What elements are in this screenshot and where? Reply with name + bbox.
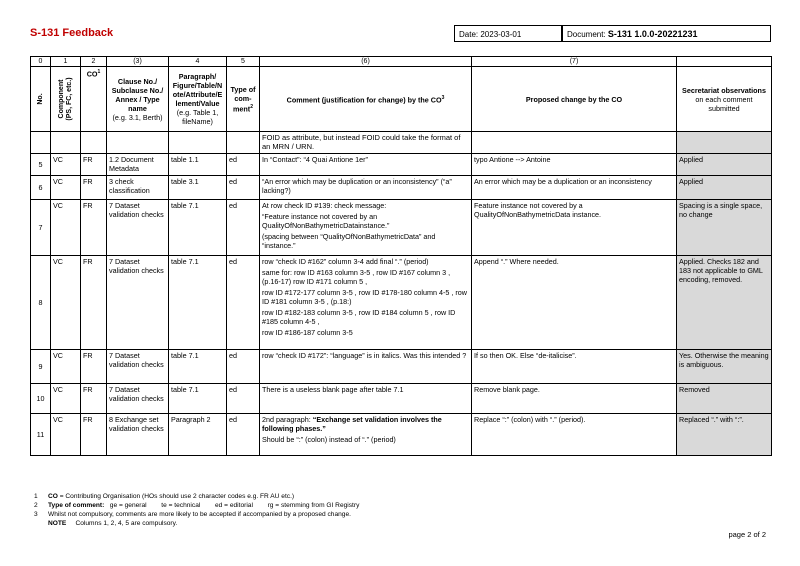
document-label: Document: [567,30,608,39]
paragraph-cell: table 7.1 [169,256,227,350]
comment-line: row ID #182-183 column 3-5 , row ID #184 column 5 , row ID #185 column 4-5 , [262,308,456,326]
header-co: $CO^1$ [81,67,107,132]
co-cell: FR [81,154,107,176]
comment-line: row “check ID #172”: “language” is in italics. Was this intended ? [262,351,467,360]
clause-cell: 1.2 Document Metadata [107,154,169,176]
component-cell: VC [51,176,81,200]
comment-cell [260,176,472,200]
comment-lead: 2nd paragraph: [262,415,313,424]
component-cell: VC [51,256,81,350]
comment-line: At row check ID #139: check message: [262,201,387,210]
type-cell: ed [227,414,260,456]
proposed-cell: If so then OK. Else “de-italicise”. [472,350,677,384]
row-number: 9 [31,350,51,384]
comment-cell [260,414,472,456]
header-component: Component (PS, FC, etc.) [51,67,81,132]
column-number: 0 [31,57,51,67]
paragraph-cell: Paragraph 2 [169,414,227,456]
paragraph-cell: table 1.1 [169,154,227,176]
co-cell: FR [81,256,107,350]
secretariat-cell: Removed [677,384,772,414]
proposed-cell: An error which may be a duplication or an inconsistency [472,176,677,200]
column-number: 1 [51,57,81,67]
header-no: No. [31,67,51,132]
table-row [31,350,772,384]
column-number: 5 [227,57,260,67]
date-field: Date: 2023-03-01 [454,25,562,42]
co-cell: FR [81,384,107,414]
column-number: 2 [81,57,107,67]
comment-line: row ID #186-187 column 3-5 [262,328,353,337]
type-cell: ed [227,200,260,256]
row-number: 6 [31,176,51,200]
document-value: S-131 1.0.0-20221231 [607,29,698,39]
column-number [677,57,772,67]
secretariat-cell: Applied [677,154,772,176]
comment-line: (spacing between “QualityOfNonBathymetricData” and “instance.” [262,232,436,250]
page-number: page 2 of 2 [728,530,766,539]
comment-line [262,415,469,433]
continuation-row [31,132,772,154]
footnote-number: 2 [34,502,38,509]
table-row [31,414,772,456]
header-proposed: Proposed change by the CO [472,67,677,132]
footnote-label: Type of comment: [48,502,105,509]
proposed-cell: typo Antione --> Antoine [472,154,677,176]
proposed-cell: Append “.” Where needed. [472,256,677,350]
type-cell: ed [227,176,260,200]
comment-line: row “check ID #162” column 3-4 add final “.” (period) [262,257,429,266]
clause-cell: 8 Exchange set validation checks [107,414,169,456]
clause-cell: 7 Dataset validation checks [107,256,169,350]
type-cell: ed [227,256,260,350]
comment-line: same for: row ID #163 column 3-5 , row ID #167 column 3 , (p.16-17) row ID #171 column 5 , [262,268,451,286]
comment-line: “An error which may be duplication or an inconsistency” (“a” lacking?) [262,177,452,195]
column-header-row [31,67,772,132]
footnote [34,502,359,510]
document-field [562,25,771,42]
comment-line: Should be “:” (colon) instead of “.” (period) [262,435,396,444]
component-cell: VC [51,200,81,256]
row-number: 8 [31,256,51,350]
co-cell: FR [81,176,107,200]
footnote-label: CO [48,493,58,500]
header-type: Type of com- ment$^2$ [227,67,260,132]
proposed-cell: Feature instance not covered by a QualityOfNonBathymetricData instance. [472,200,677,256]
comment-cell [260,384,472,414]
component-cell: VC [51,414,81,456]
co-cell: FR [81,350,107,384]
proposed-cell: Remove blank page. [472,384,677,414]
header-comment: Comment (justification for change) by the $CO^3$ [260,67,472,132]
comment-cell [260,200,472,256]
comment-cell [260,154,472,176]
clause-cell: 7 Dataset validation checks [107,350,169,384]
secretariat-cell: Replaced “.” with “:”. [677,414,772,456]
clause-cell: 3 check classification [107,176,169,200]
column-number: (7) [472,57,677,67]
paragraph-cell: table 7.1 [169,200,227,256]
comment-cell [260,350,472,384]
column-number-row [31,57,772,67]
comment-line: In “Contact”: “4 Quai Antione 1er” [262,155,368,164]
table-row [31,176,772,200]
proposed-cell: Replace “:” (colon) with “.” (period). [472,414,677,456]
footnote-label: NOTE [48,520,67,527]
paragraph-cell: table 3.1 [169,176,227,200]
table-row [31,256,772,350]
comment-line: There is a useless blank page after table 7.1 [262,385,404,394]
clause-cell: 7 Dataset validation checks [107,384,169,414]
header-secretariat: Secretariat observations on each comment submitted [677,67,772,132]
row-number: 7 [31,200,51,256]
co-cell: FR [81,414,107,456]
secretariat-cell: Spacing is a single space, no change [677,200,772,256]
co-cell: FR [81,200,107,256]
footnote [34,511,351,519]
column-number: 4 [169,57,227,67]
type-cell: ed [227,350,260,384]
component-cell: VC [51,350,81,384]
header-clause: Clause No./ Subclause No./ Annex / Type name (e.g. 3.1, Berth) [107,67,169,132]
comment-line: row ID #172-177 column 3-5 , row ID #178-180 column 4-5 , row ID #181 column 3-5 , (p.18:) [262,288,467,306]
clause-cell: 7 Dataset validation checks [107,200,169,256]
component-cell: VC [51,154,81,176]
secretariat-cell: Applied [677,176,772,200]
feedback-table [30,56,772,456]
page-title: S-131 Feedback [30,27,114,39]
table-row [31,384,772,414]
column-number: (6) [260,57,472,67]
footnote-text: = Contributing Organisation (HOs should use 2 character codes e.g. FR AU etc.) [57,493,295,500]
footnote-text: Columns 1, 2, 4, 5 are compulsory. [66,520,178,527]
component-cell: VC [51,384,81,414]
type-cell: ed [227,154,260,176]
footnote [34,493,294,501]
continuation-comment: FOID as attribute, but instead FOID could take the format of an MRN / URN. [260,132,472,154]
paragraph-cell: table 7.1 [169,384,227,414]
comment-line: “Feature instance not covered by an QualityOfNonBathymetricDatainstance.” [262,212,390,230]
secretariat-cell: Yes. Otherwise the meaning is ambiguous. [677,350,772,384]
row-number: 5 [31,154,51,176]
footnote-number: 3 [34,511,38,518]
column-number: (3) [107,57,169,67]
footnote-number: 1 [34,493,38,500]
footnote [34,520,177,528]
row-number: 10 [31,384,51,414]
header-paragraph: Paragraph/ Figure/Table/N ote/Attribute/E lement/Value (e.g. Table 1, fileName) [169,67,227,132]
row-number: 11 [31,414,51,456]
comment-cell [260,256,472,350]
footnote-text: ge = general te = technical ed = editorial rg = stemming from GI Registry [104,502,360,509]
table-row [31,200,772,256]
secretariat-cell: Applied. Checks 182 and 183 not applicable to GML encoding, removed. [677,256,772,350]
comment-text: “Exchange set validation involves the following phases.” [262,415,442,433]
type-cell: ed [227,384,260,414]
paragraph-cell: table 7.1 [169,350,227,384]
table-row [31,154,772,176]
footnote-text: Whilst not compulsory, comments are more likely to be accepted if accompanied by a proposed change. [48,511,351,518]
